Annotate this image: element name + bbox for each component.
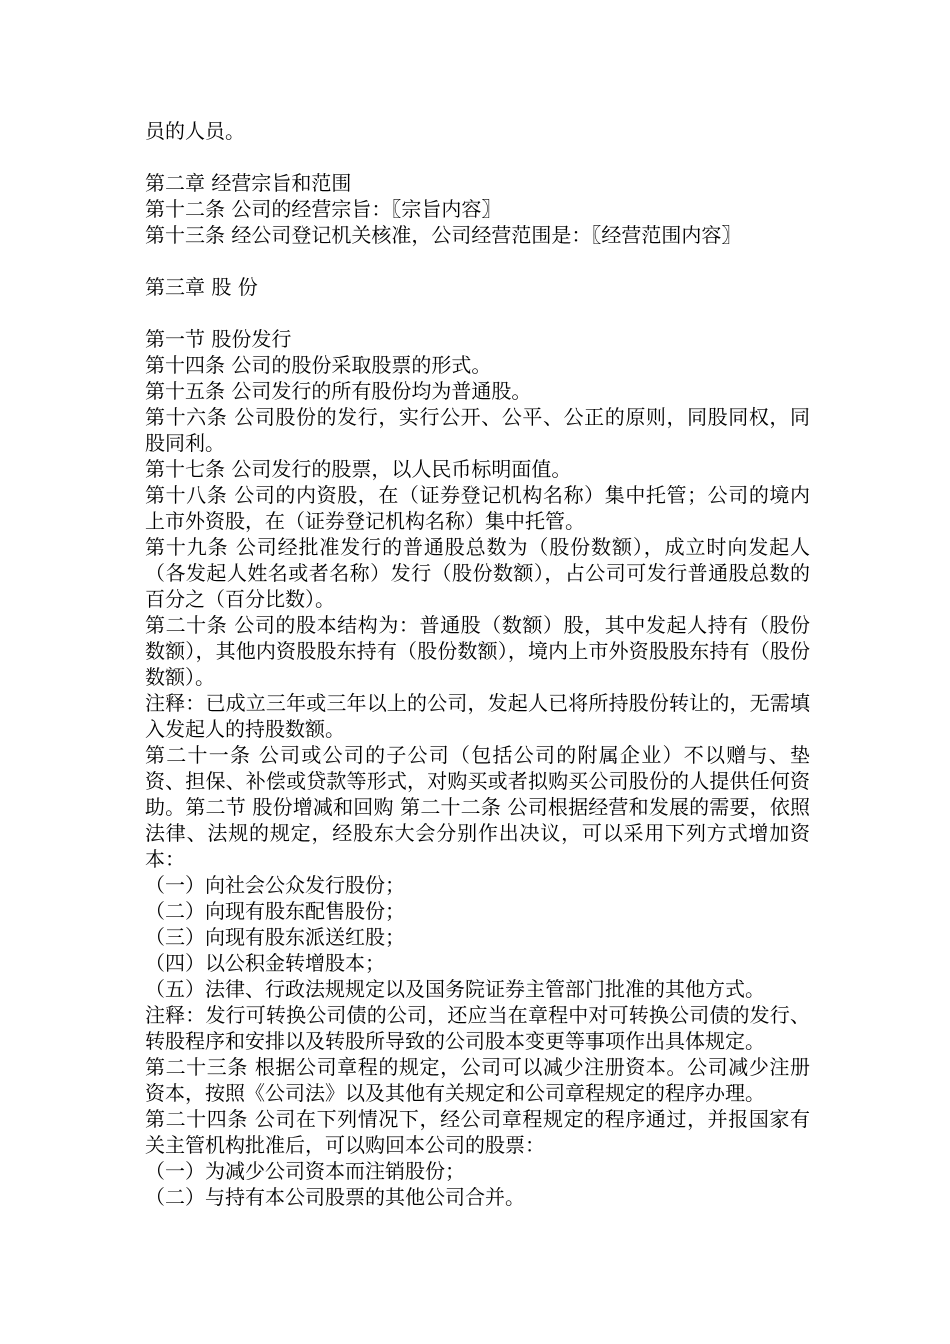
article-paragraph: 第十二条 公司的经营宗旨：〖宗旨内容〗 [145, 197, 502, 221]
article-paragraph: 第二十三条 根据公司章程的规定，公司可以减少注册资本。公司减少注册资本，按照《公司法》以及其他有关规定和公司章程规定的程序办理。 [145, 1055, 810, 1105]
list-item: （二）向现有股东配售股份； [145, 899, 405, 923]
article-paragraph: 第十五条 公司发行的所有股份均为普通股。 [145, 379, 532, 403]
list-item: （五）法律、行政法规规定以及国务院证券主管部门批准的其他方式。 [145, 977, 765, 1001]
document-body [145, 118, 810, 1210]
article-paragraph: 第二十一条 公司或公司的子公司（包括公司的附属企业）不以赠与、垫资、担保、补偿或贷款等形式，对购买或者拟购买公司股份的人提供任何资助。第二节 股份增减和回购 第二十二条 公司根据经营和发展的需要，依照法律、法规的规定，经股东大会分别作出决议，可以采用下列方式增加资本： [145, 743, 810, 871]
chapter-heading: 第三章 股 份 [145, 275, 258, 299]
article-paragraph: 第十七条 公司发行的股票，以人民币标明面值。 [145, 457, 572, 481]
article-paragraph: 第十九条 公司经批准发行的普通股总数为（股份数额），成立时向发起人（各发起人姓名或者名称）发行（股份数额），占公司可发行普通股总数的百分之（百分比数）。 [145, 535, 810, 611]
article-paragraph: 第十三条 经公司登记机关核准，公司经营范围是：〖经营范围内容〗 [145, 223, 742, 247]
list-item: （三）向现有股东派送红股； [145, 925, 405, 949]
section-heading: 第一节 股份发行 [145, 327, 292, 351]
note-paragraph: 注释：已成立三年或三年以上的公司，发起人已将所持股份转让的，无需填入发起人的持股数额。 [145, 691, 810, 741]
article-paragraph: 第十六条 公司股份的发行，实行公开、公平、公正的原则，同股同权，同股同利。 [145, 405, 810, 455]
article-paragraph: 第二十条 公司的股本结构为：普通股（数额）股，其中发起人持有（股份数额），其他内资股股东持有（股份数额），境内上市外资股股东持有（股份数额）。 [145, 613, 810, 689]
blank-line [145, 144, 810, 170]
article-paragraph: 第十四条 公司的股份采取股票的形式。 [145, 353, 492, 377]
list-item: （二）与持有本公司股票的其他公司合并。 [145, 1185, 525, 1209]
article-paragraph: 第十八条 公司的内资股，在（证券登记机构名称）集中托管；公司的境内上市外资股，在（证券登记机构名称）集中托管。 [145, 483, 810, 533]
blank-line [145, 248, 810, 274]
article-paragraph: 第二十四条 公司在下列情况下，经公司章程规定的程序通过，并报国家有关主管机构批准后，可以购回本公司的股票： [145, 1107, 810, 1157]
list-item: （四）以公积金转增股本； [145, 951, 385, 975]
list-item: （一）向社会公众发行股份； [145, 873, 405, 897]
note-paragraph: 注释：发行可转换公司债的公司，还应当在章程中对可转换公司债的发行、转股程序和安排以及转股所导致的公司股本变更等事项作出具体规定。 [145, 1003, 810, 1053]
blank-line [145, 300, 810, 326]
list-item: （一）为减少公司资本而注销股份； [145, 1159, 465, 1183]
text-line: 员的人员。 [145, 119, 245, 143]
chapter-heading: 第二章 经营宗旨和范围 [145, 171, 352, 195]
